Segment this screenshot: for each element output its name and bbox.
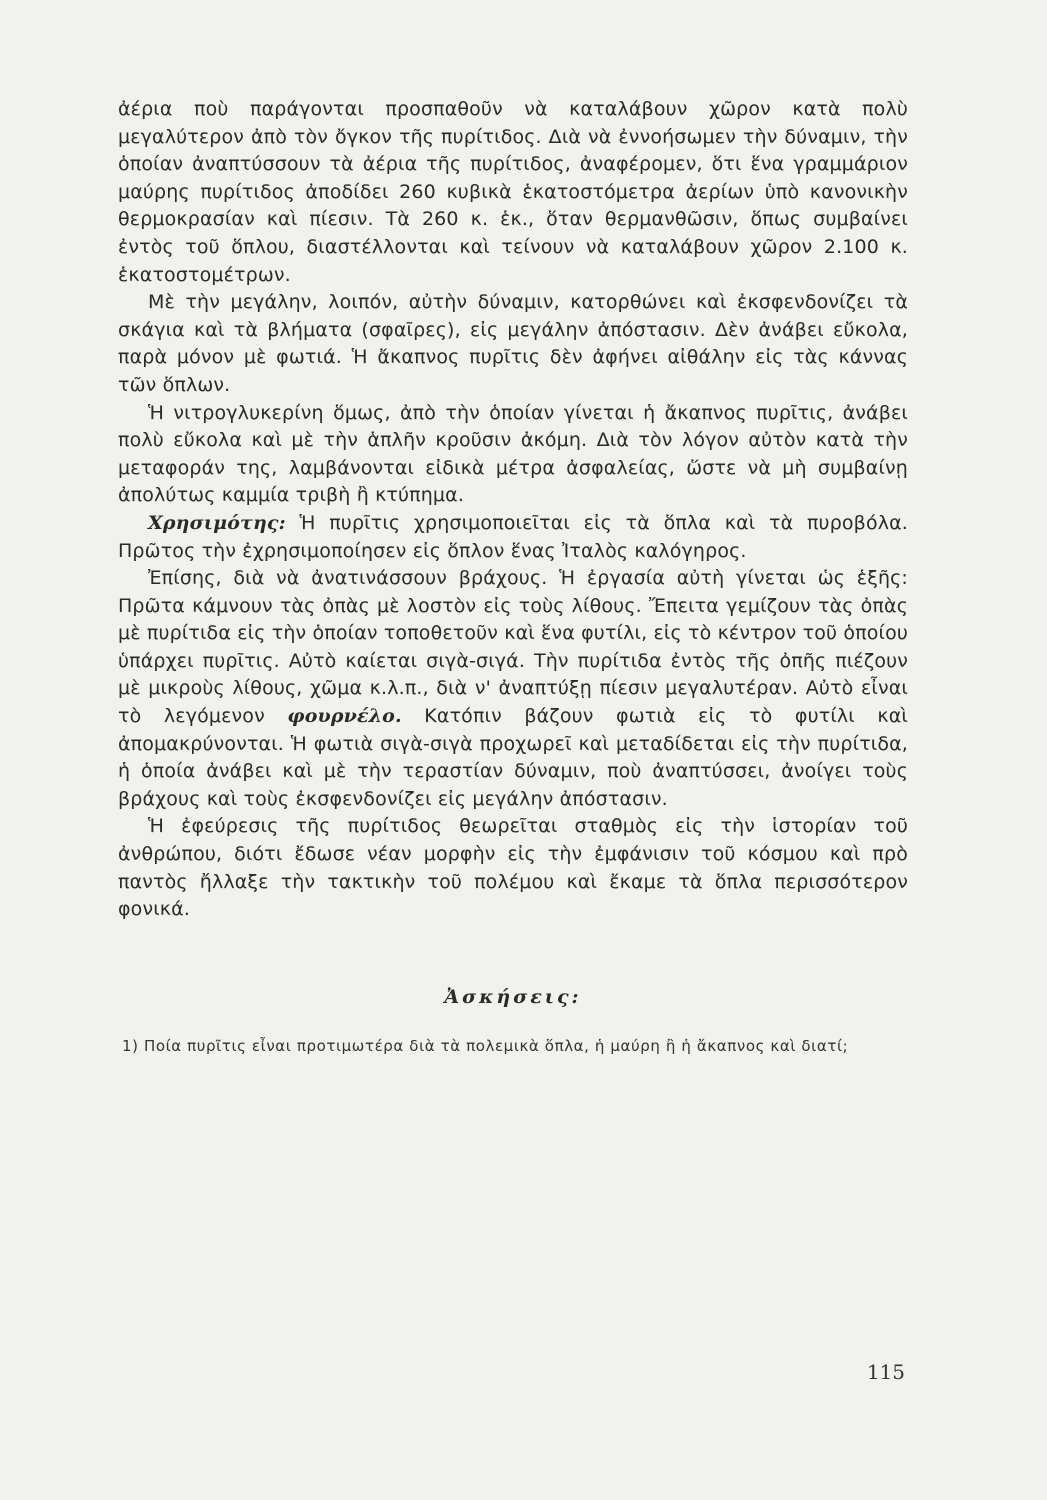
paragraph-nitroglycerin: Ἡ νιτρογλυκερίνη ὅμως, ἀπὸ τὴν ὁποίαν γίνεται ἡ ἄκαπνος πυρῖτις, ἀνάβει πολὺ εὔκολα καὶ μὲ τὴν ἁπλῆν κροῦσιν ἀκόμη. Διὰ τὸν λόγον αὐτὸν κατὰ τὴν μεταφοράν της, λαμβάνονται εἰδικὰ μέτρα ἀσφαλείας, ὥστε νὰ μὴ συμβαίνῃ ἀπολύτως καμμία τριβὴ ἢ κτύπημα. [118,401,908,507]
usefulness-text: Ἡ πυρῖτις χρησιμοποιεῖται εἰς τὰ ὅπλα καὶ τὰ πυροβόλα. Πρῶτος τὴν ἐχρησιμοποίησεν εἰς ὅπλον ἕνας Ἰταλὸς καλόγηρος. [118,511,908,562]
fournelo-term: φουρνέλο. [287,705,402,728]
paragraph-force: Μὲ τὴν μεγάλην, λοιπόν, αὐτὴν δύναμιν, κατορθώνει καὶ ἐκσφενδονίζει τὰ σκάγια καὶ τὰ βλήματα (σφαῖρες), εἰς μεγάλην ἀπόστασιν. Δὲν ἀνάβει εὔκολα, παρὰ μόνον μὲ φωτιά. Ἡ ἄκαπνος πυρῖτις δὲν ἀφήνει αἰθάλην εἰς τὰς κάννας τῶν ὅπλων. [118,291,908,396]
paragraph-usefulness [118,510,908,565]
blasting-text-b: Κατόπιν βάζουν φωτιὰ εἰς τὸ φυτίλι καὶ ἀπομακρύνονται. Ἡ φωτιὰ σιγὰ-σιγὰ προχωρεῖ καὶ μεταδίδεται εἰς τὴν πυρίτιδα, ἡ ὁποία ἀνάβει καὶ μὲ τὴν τεραστίαν δύναμιν, ποὺ ἀναπτύσσει, ἀνοίγει τοὺς βράχους καὶ τοὺς ἐκσφενδονίζει εἰς μεγάλην ἀπόστασιν. [118,705,909,810]
usefulness-term: Χρησιμότης: [148,511,286,534]
blasting-text-a: Ἐπίσης, διὰ νὰ ἀνατινάσσουν βράχους. Ἡ ἐργασία αὐτὴ γίνεται ὡς ἑξῆς: Πρῶτα κάμνουν τὰς ὀπὰς μὲ λοστὸν εἰς τοὺς λίθους. Ἔπειτα γεμίζουν τὰς ὀπὰς μὲ πυρίτιδα εἰς τὴν ὁποίαν τοποθετοῦν καὶ ἕνα φυτίλι, εἰς τὸ κέντρον τοῦ ὁποίου ὑπάρχει πυρῖτις. Αὐτὸ καίεται σιγὰ-σιγά. Τὴν πυρίτιδα ἐντὸς τῆς ὀπῆς πιέζουν μὲ μικροὺς λίθους, χῶμα κ.λ.π., διὰ ν' ἀναπτύξῃ πίεσιν μεγαλυτέραν. Αὐτὸ εἶναι τὸ λεγόμενον [118,567,908,728]
paragraph-blasting [118,565,908,813]
exercises-heading: Ἀσκήσεις: [444,985,582,1008]
page-number: 115 [866,1360,905,1384]
exercise-item: 1) Ποία πυρῖτις εἶναι προτιμωτέρα διὰ τὰ πολεμικὰ ὅπλα, ἡ μαύρη ἢ ἡ ἄκαπνος καὶ διατί; [122,1036,849,1055]
page-content [118,96,908,1073]
paragraph-invention: Ἡ ἐφεύρεσις τῆς πυρίτιδος θεωρεῖται σταθμὸς εἰς τὴν ἱστορίαν τοῦ ἀνθρώπου, διότι ἔδωσε νέαν μορφὴν εἰς τὴν ἐμφάνισιν τοῦ κόσμου καὶ πρὸ παντὸς ἤλλαξε τὴν τακτικὴν τοῦ πολέμου καὶ ἔκαμε τὰ ὅπλα περισσότερον φονικά. [118,815,908,921]
paragraph-gas-expansion: ἀέρια ποὺ παράγονται προσπαθοῦν νὰ καταλάβουν χῶρον κατὰ πολὺ μεγαλύτερον ἀπὸ τὸν ὄγκον τῆς πυρίτιδος. Διὰ νὰ ἐννοήσωμεν τὴν δύναμιν, τὴν ὁποίαν ἀναπτύσσουν τὰ ἀέρια τῆς πυρίτιδος, ἀναφέρομεν, ὅτι ἕνα γραμμάριον μαύρης πυρίτιδος ἀποδίδει 260 κυβικὰ ἑκατοστόμετρα ἀερίων ὑπὸ κανονικὴν θερμοκρασίαν καὶ πίεσιν. Τὰ 260 κ. ἑκ., ὅταν θερμανθῶσιν, ὅπως συμβαίνει ἐντὸς τοῦ ὅπλου, διαστέλλονται καὶ τείνουν νὰ καταλάβουν χῶρον 2.100 κ. ἑκατοστομέτρων. [118,98,908,286]
